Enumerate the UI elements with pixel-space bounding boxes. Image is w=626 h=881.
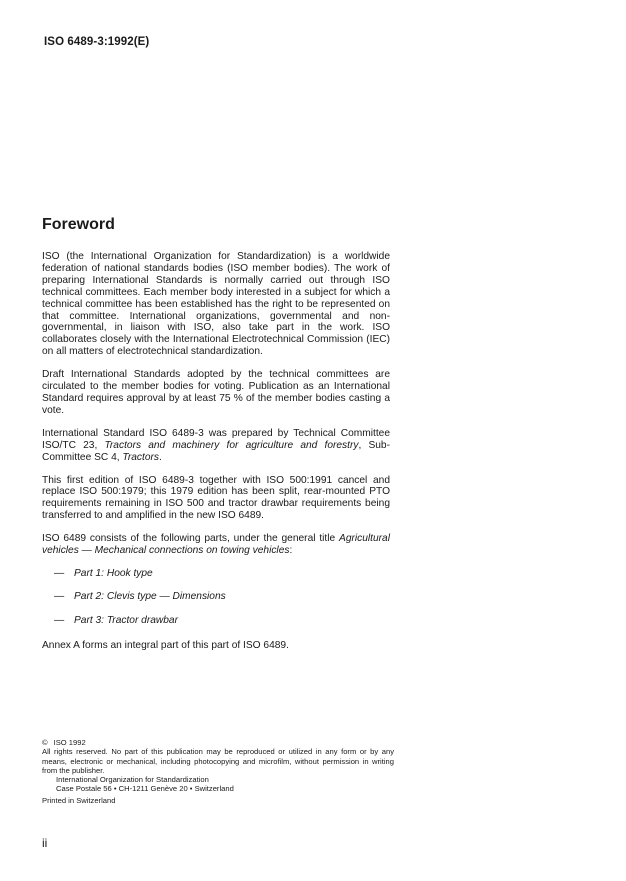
copyright-notice	[42, 738, 394, 805]
copyright-line	[42, 738, 394, 747]
paragraph-text: International Standard ISO 6489-3 was prepared by Technical Committee ISO/TC 23,	[42, 427, 390, 451]
paragraph-text: , Sub-Committee SC 4,	[42, 439, 390, 463]
list-item	[54, 615, 390, 627]
list-item	[54, 568, 390, 580]
paragraph-parts-intro	[42, 533, 390, 557]
list-item	[54, 591, 390, 603]
page-number: ii	[42, 836, 48, 850]
paragraph-iso-intro: ISO (the International Organization for Standardization) is a worldwide federation of national standards bodies (ISO member bodies). The work of preparing International Standards is normally carried out through ISO technical committees. Each member body interested in a subject for which a technical committee has been established has the right to be represented on that committee. International organizations, governmental and non-governmental, in liaison with ISO, also take part in the work. ISO collaborates closely with the International Electrotechnical Commission (IEC) on all matters of electrotechnical standardization.	[42, 251, 390, 358]
foreword-body	[42, 251, 390, 652]
copyright-icon: ©	[42, 738, 48, 747]
subcommittee-title: Tractors	[122, 451, 160, 463]
general-title: Agricultural vehicles — Mechanical connections on towing vehicles	[42, 533, 390, 557]
paragraph-text: .	[159, 451, 162, 463]
copyright-year: ISO 1992	[53, 738, 86, 747]
committee-title: Tractors and machinery for agriculture and forestry	[104, 439, 359, 451]
dash-bullet: —	[54, 591, 65, 603]
dash-bullet: —	[54, 567, 65, 579]
document-id-header: ISO 6489-3:1992(E)	[44, 36, 150, 48]
printed-in: Printed in Switzerland	[42, 795, 116, 805]
dash-bullet: —	[54, 614, 65, 626]
organization-name: International Organization for Standardization	[56, 775, 209, 785]
parts-list	[42, 568, 390, 627]
part-title: Part 2: Clevis type — Dimensions	[74, 591, 226, 603]
part-title: Part 1: Hook type	[74, 567, 153, 579]
part-title: Part 3: Tractor drawbar	[74, 614, 178, 626]
paragraph-prepared-by	[42, 428, 390, 464]
paragraph-edition: This first edition of ISO 6489-3 together with ISO 500:1991 cancel and replace ISO 500:1979; this 1979 edition has been split, rear-mounted PTO requirements remaining in ISO 500 and tractor drawbar requirements being transferred to and amplified in the new ISO 6489.	[42, 474, 390, 522]
rights-statement: All rights reserved. No part of this publication may be reproduced or utilized in any form or by any means, electronic or mechanical, including photocopying and microfilm, without permission in writing from the publisher.	[42, 747, 394, 775]
paragraph-draft-standards: Draft International Standards adopted by the technical committees are circulated to the member bodies for voting. Publication as an International Standard requires approval by at least 75 % of the member bodies casting a vote.	[42, 369, 390, 416]
paragraph-text: ISO 6489 consists of the following parts, under the general title	[42, 533, 340, 545]
organization-address: Case Postale 56 • CH-1211 Genève 20 • Switzerland	[56, 784, 234, 794]
paragraph-annex: Annex A forms an integral part of this part of ISO 6489.	[42, 639, 289, 651]
paragraph-text: :	[289, 545, 293, 557]
page-title: Foreword	[42, 216, 115, 233]
